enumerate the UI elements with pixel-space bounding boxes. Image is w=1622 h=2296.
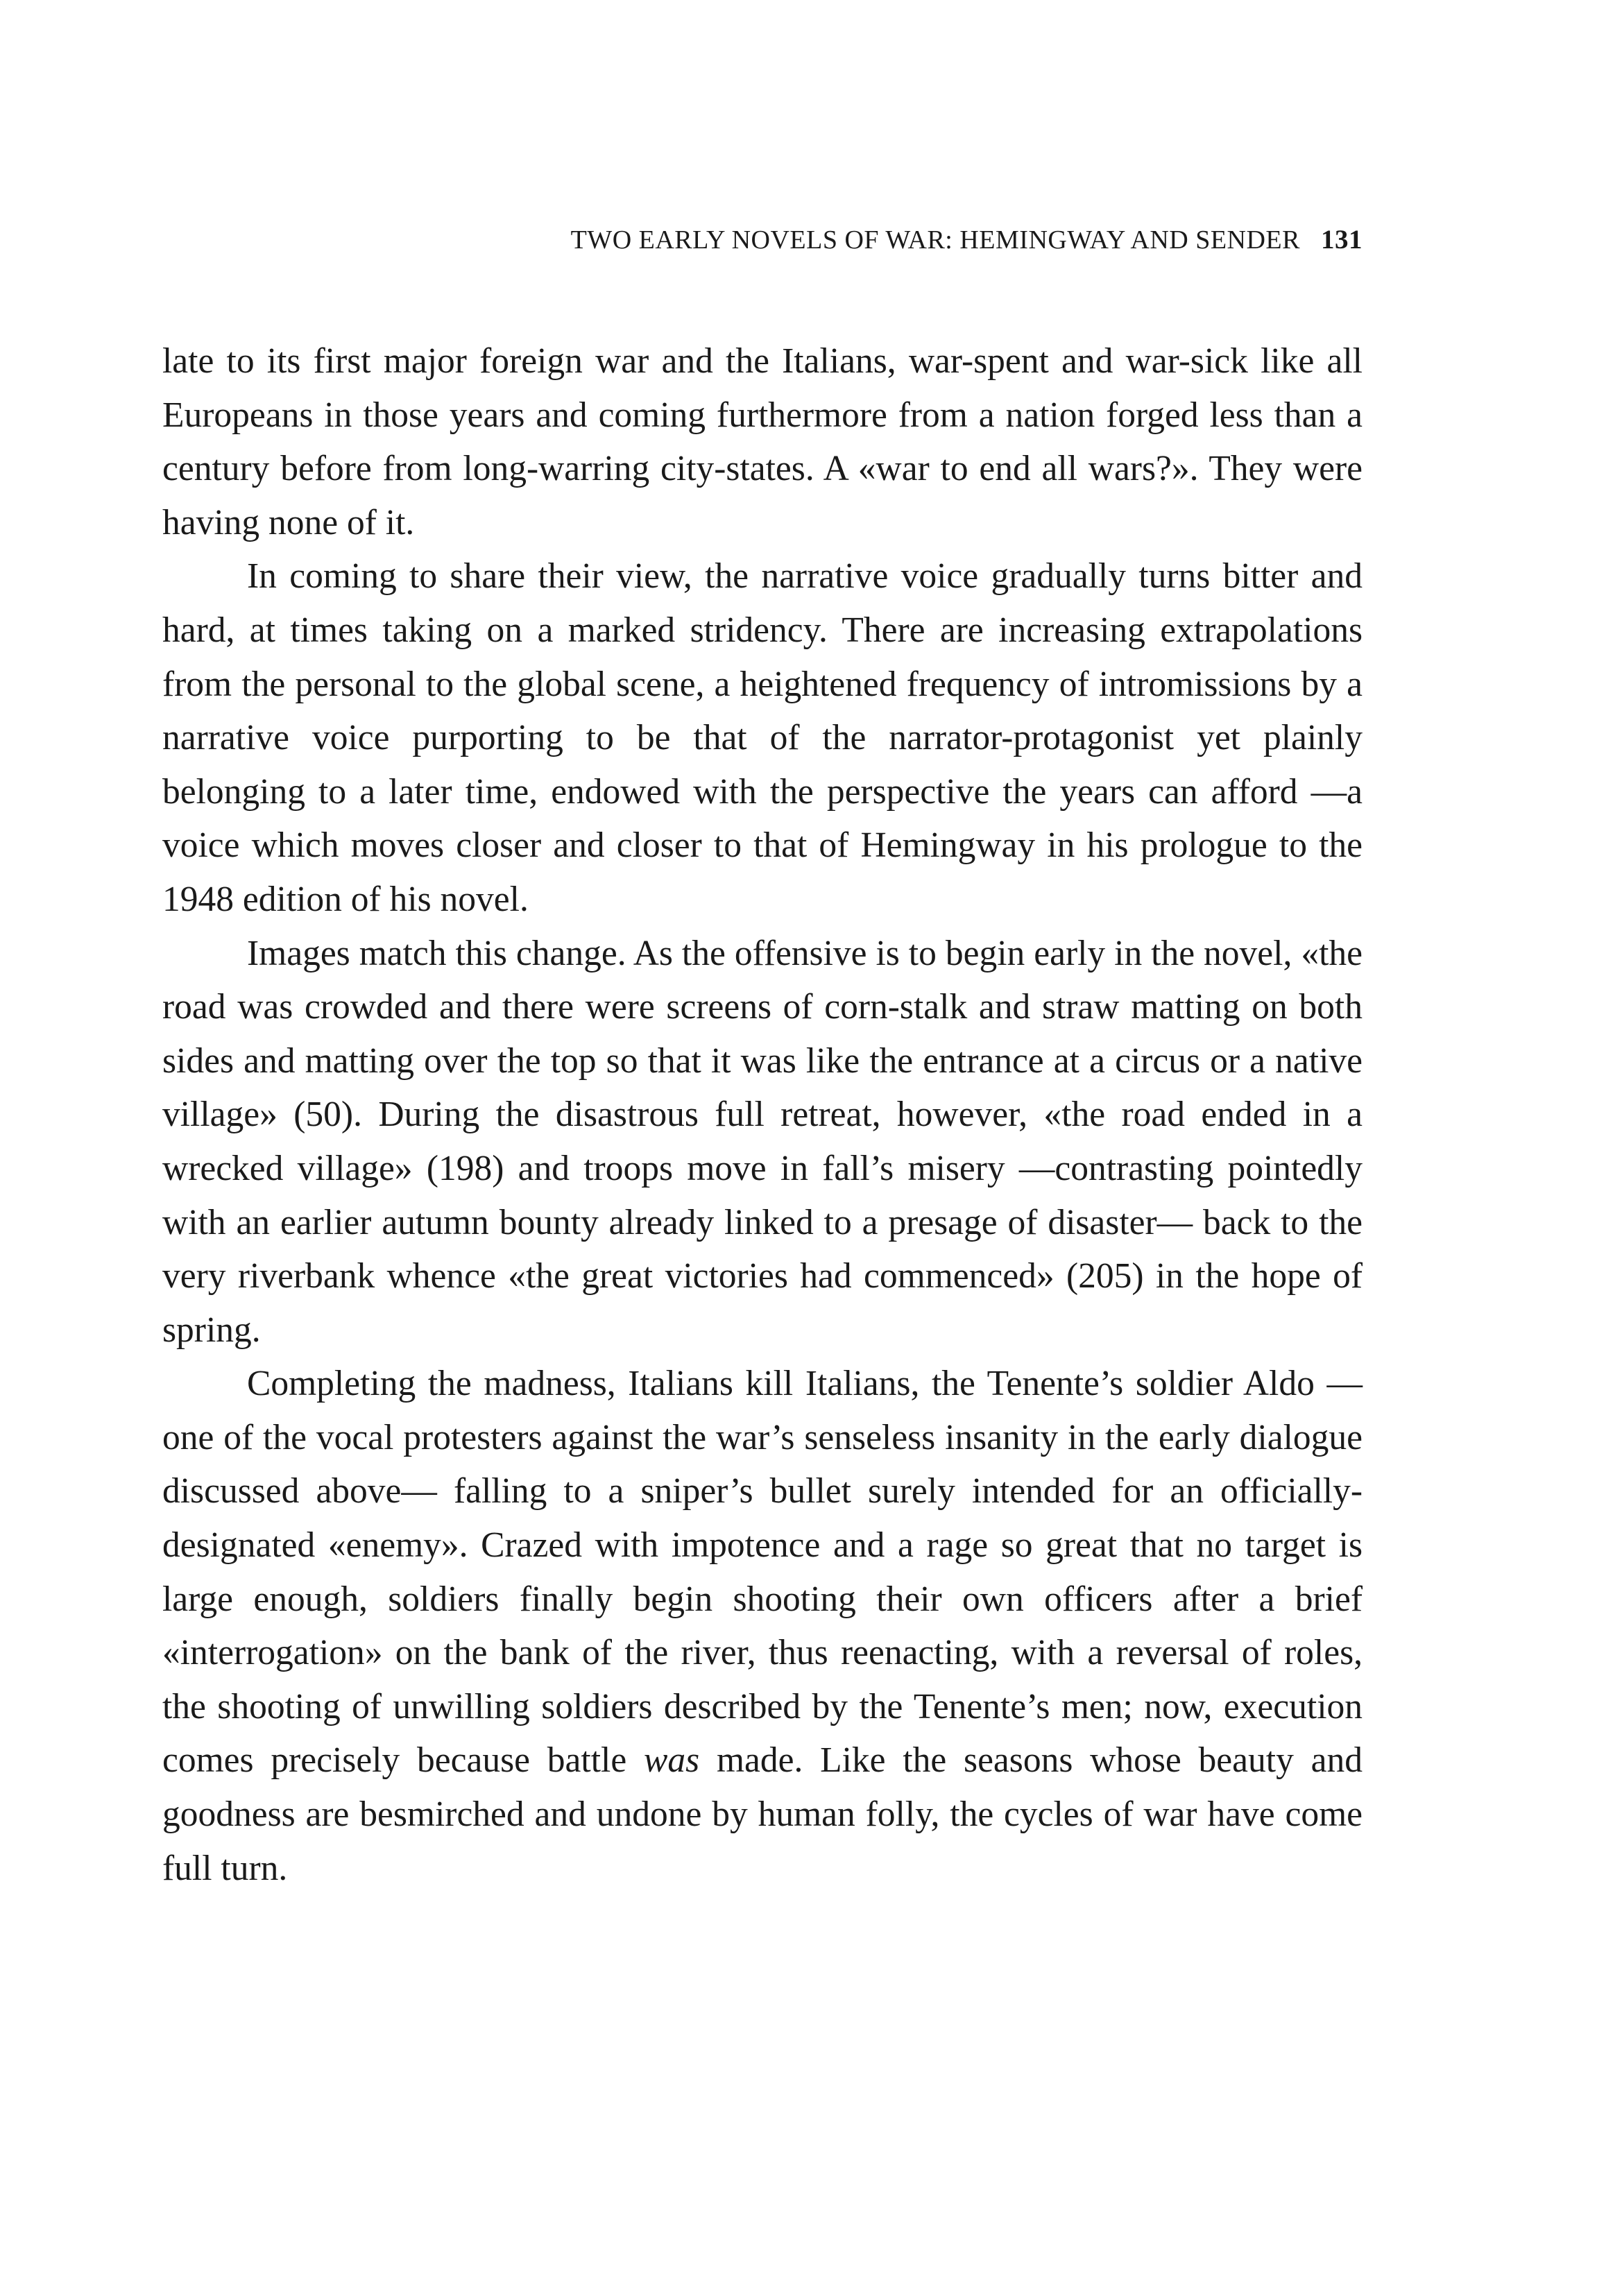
running-head [440,223,1363,257]
emphasized-word: was [644,1740,700,1781]
paragraph [162,1357,1363,1895]
paragraph-text: Completing the madness, Italians kill Italians, the Tenente’s soldier Aldo —one of the vocal protesters against the war’s senseless insanity in the early dialogue discussed above— falling to a sniper’s bullet surely intended for an officially-designated «enemy». Crazed with impotence and a rage so great that no target is large enough, soldiers finally begin shooting their own officers after a brief «interrogation» on the bank of the river, thus reenacting, with a reversal of roles, the shooting of unwilling soldiers described by the Tenente’s men; now, execution comes precisely because battle [162,1364,1363,1781]
page-number: 131 [1321,225,1363,255]
body-text [162,334,1363,1895]
paragraph: Images match this change. As the offensive is to begin early in the novel, «the road was crowded and there were screens of corn-stalk and straw matting on both sides and matting over the top so that it was like the entrance at a circus or a native village» (50). During the disastrous full retreat, however, «the road ended in a wrecked village» (198) and troops move in fall’s misery —contrasting pointedly with an earlier autumn bounty already linked to a presage of disaster— back to the very riverbank whence «the great victories had commenced» (205) in the hope of spring. [162,933,1363,1350]
paragraph: In coming to share their view, the narrative voice gradually turns bitter and hard, at times taking on a marked stridency. There are increasing extrapolations from the personal to the global scene, a heightened frequency of intromissions by a narrative voice purporting to be that of the narrator-protagonist yet plainly belonging to a later time, endowed with the perspective the years can afford —a voice which moves closer and closer to that of Hemingway in his prologue to the 1948 edition of his novel. [162,556,1363,919]
paragraph-text: made. Like the seasons whose beauty and goodness are besmirched and undone by human folly, the cycles of war have come full turn. [162,1740,1363,1888]
paragraph-continued: late to its first major foreign war and the Italians, war-spent and war-sick like all Europeans in those years and coming furthermore from a nation forged less than a century before from long-warring city-states. A «war to end all wars?». They were having none of it. [162,341,1363,542]
running-title: TWO EARLY NOVELS OF WAR: HEMINGWAY AND SENDER [570,225,1300,255]
